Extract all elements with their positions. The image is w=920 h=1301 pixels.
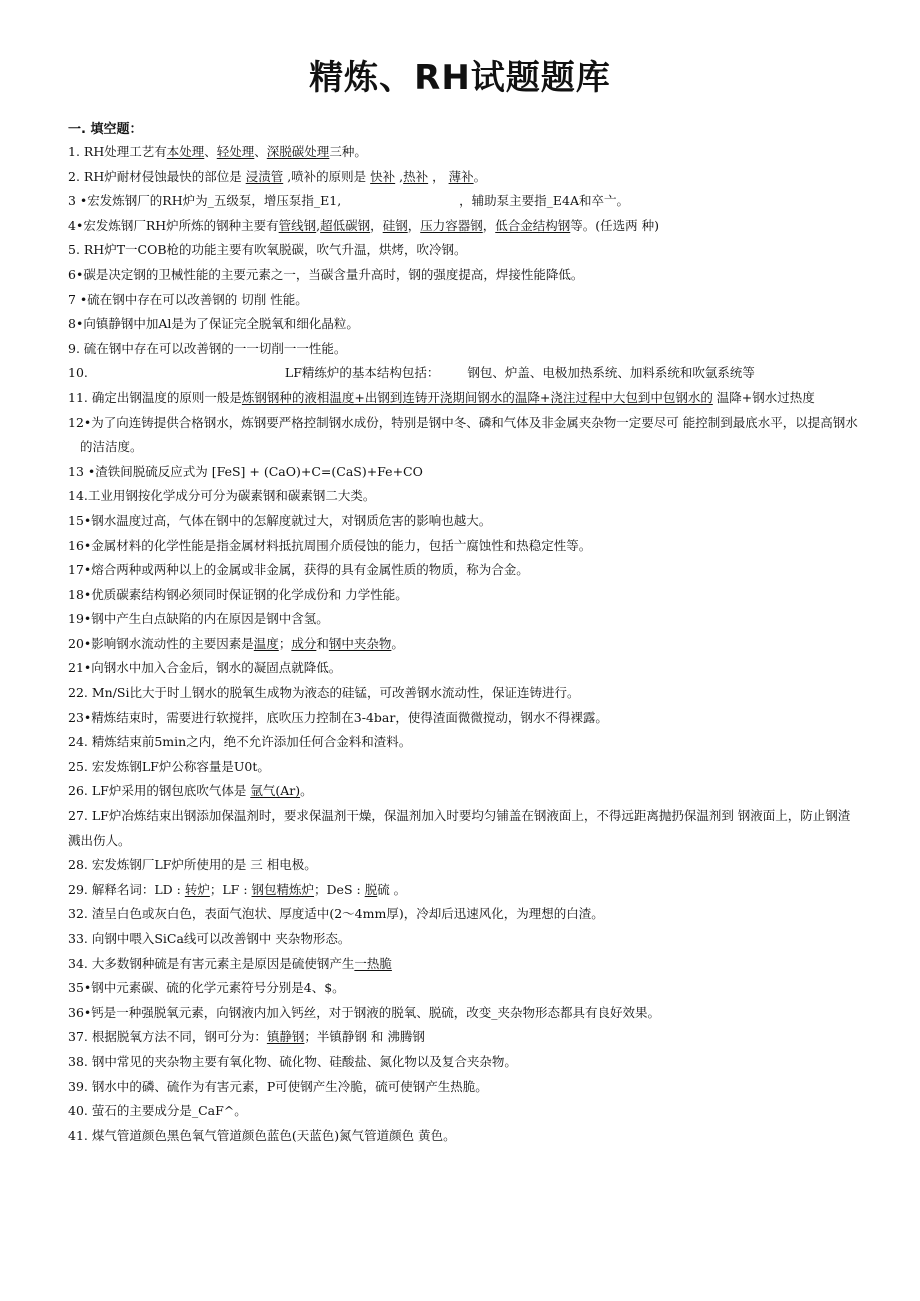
question-26: [68, 779, 858, 804]
answer-blank: 浸渍管: [245, 168, 284, 184]
answer-blank: 钢包精炼炉: [251, 881, 315, 897]
question-text: 三种。: [329, 144, 367, 159]
question-9: 9. 硫在钢中存在可以改善钢的一一切削一一性能。: [68, 340, 347, 356]
question-18: 18•优质碳素结构钢必须同时保证钢的化学成份和 力学性能。: [68, 586, 408, 602]
answer-blank: 转炉: [184, 881, 210, 897]
question-3: [68, 189, 858, 214]
question-text: 、: [254, 144, 267, 159]
question-text: ,: [395, 168, 404, 184]
question-text: ，: [407, 217, 421, 233]
answer-blank: 氩气(Ar): [250, 783, 301, 799]
question-number: 29.: [68, 881, 88, 897]
question-text: ,: [316, 217, 321, 233]
answer-blank: 炼钢钢种的液相温度+出钢到连铸开浇期间钢水的温降+浇注过程中大包到中包钢水的: [241, 389, 713, 405]
question-text: RH处理工艺有: [79, 144, 167, 159]
question-text: ；LF :: [209, 881, 252, 897]
question-number: 34.: [68, 955, 88, 971]
answer-blank: 薄补: [448, 168, 474, 184]
question-21: 21•向钢水中加入合金后，钢水的凝固点就降低。: [68, 660, 342, 676]
question-text: 钢包、炉盖、电极加热系统、加料系统和吹氩系统等: [467, 365, 755, 381]
page-title: 精炼、RH试题题库: [309, 58, 611, 98]
question-36: 36•钙是一种强脱氧元素，向钢液内加入钙丝，对于钢液的脱氧、脱硫，改变_夹杂物形态都具有良好效果。: [68, 1004, 661, 1020]
question-text: 影响钢水流动性的主要因素是: [91, 635, 254, 651]
question-text: 和: [316, 635, 329, 651]
question-text: ，: [428, 168, 449, 184]
question-text: 宏发炼钢厂RH炉所炼的钢种主要有: [83, 217, 279, 233]
question-number: 37.: [68, 1029, 88, 1045]
question-text: 确定出钢温度的原则一般是: [87, 389, 242, 405]
question-text: ；半镇静钢 和 沸腾钢: [304, 1029, 425, 1045]
question-20: [68, 632, 858, 657]
question-text: 。: [300, 783, 313, 799]
question-14: 14.工业用钢按化学成分可分为碳素钢和碳素钢二大类。: [68, 488, 376, 504]
question-number: 10.: [68, 365, 88, 381]
question-32: 32. 渣呈白色或灰白色，表面气泡状、厚度适中(2〜4mm厚)，冷却后迅速风化，为理想的白渣。: [68, 906, 604, 922]
question-text: 温降+钢水过热度: [712, 389, 815, 405]
question-39: 39. 钢水中的磷、硫作为有害元素，P可使钢产生冷脆，硫可使钢产生热脆。: [68, 1078, 488, 1094]
question-number: 11.: [68, 389, 88, 405]
section-heading: 一. 填空题：: [68, 122, 143, 137]
question-text: 硫 。: [377, 881, 407, 897]
answer-blank: 轻处理: [216, 144, 255, 159]
question-text: RH炉耐材侵蚀最快的部位是: [79, 168, 246, 184]
question-number: 4•: [68, 217, 84, 233]
answer-blank: 温度: [253, 635, 279, 651]
question-text: ，: [370, 217, 383, 233]
question-number: 26.: [68, 783, 88, 799]
question-22: 22. Mn/Si比大于时丄钢水的脱氧生成物为液态的硅锰，可改善钢水流动性，保证连铸进行。: [68, 685, 580, 701]
answer-blank: 低合金结构钢: [495, 217, 571, 233]
question-12: 12•为了向连铸提供合格钢水，炼钢要严格控制钢水成份，特别是钢中冬、磷和气体及非金属夹杂物一定要尽可 能控制到最底水平，以提高钢水的洁洁度。: [68, 414, 858, 455]
question-text: LF精练炉的基本结构包括：: [284, 365, 440, 381]
answer-blank: 压力容器钢: [420, 217, 483, 233]
question-text: 、: [204, 144, 217, 159]
question-number: 2.: [68, 168, 80, 184]
answer-blank: 硅钢: [382, 217, 408, 233]
question-6: 6•碳是决定钢的卫械性能的主要元素之一，当碳含量升高时，钢的强度提高，焊接性能降低。: [68, 266, 584, 282]
question-40: 40. 萤石的主要成分是_CaF^。: [68, 1103, 247, 1119]
question-text: ，: [482, 217, 496, 233]
question-text: 。: [391, 635, 404, 651]
question-5: 5. RH炉T一COB枪的功能主要有吹氧脱碳，吹气升温，烘烤，吹冷钢。: [68, 242, 467, 258]
answer-blank: 成分: [291, 635, 317, 651]
answer-blank: 超低碳钢: [320, 217, 371, 233]
question-16: 16•金属材料的化学性能是指金属材料抵抗周围介质侵蚀的能力，包括亠腐蚀性和热稳定性等。: [68, 537, 592, 553]
question-41: 41. 煤气管道颜色黑色氧气管道颜色蓝色(天蓝色)氮气管道颜色 黄色。: [68, 1127, 456, 1143]
question-text: 大多数钢种硫是有害元素主是原因是硫使钢产生: [87, 955, 355, 971]
question-11: [68, 386, 858, 411]
question-2: [68, 165, 858, 190]
answer-blank: 钢中夹杂物: [328, 635, 392, 651]
question-text: ；: [278, 635, 292, 651]
question-15: 15•钢水温度过高，气体在钢中的怎解度就过大，对钢质危害的影响也越大。: [68, 512, 492, 528]
answer-blank: 本处理: [166, 144, 205, 159]
question-text: ,喷补的原则是: [283, 168, 371, 184]
question-37: [68, 1025, 858, 1050]
question-text: 解释名词：LD :: [87, 881, 185, 897]
question-number: 20•: [68, 635, 92, 651]
question-text: 等。(任选两 种): [570, 217, 659, 233]
answer-blank: 脱: [364, 881, 378, 897]
question-text: 。: [473, 168, 487, 184]
question-number: 1.: [68, 144, 80, 159]
question-number: 3: [68, 193, 76, 209]
question-33: 33. 向钢中喂入SiCa线可以改善钢中 夹杂物形态。: [68, 931, 351, 946]
answer-blank: 快补: [370, 168, 396, 184]
question-4: [68, 214, 858, 239]
question-list: [68, 140, 858, 1148]
question-7: 7 •硫在钢中存在可以改善钢的 切削 性能。: [68, 291, 308, 307]
question-text: 根据脱氧方法不同，钢可分为：: [87, 1029, 267, 1045]
question-13: 13 •渣铁间脱硫反应式为 [FeS] + (CaO)+C=(CaS)+Fe+CO: [68, 463, 423, 479]
question-23: 23•精炼结束时，需要进行软搅拌，底吹压力控制在3-4bar，使得渣面微微搅动，钢水不得裸露。: [68, 709, 608, 725]
question-text: ；DeS :: [314, 881, 365, 897]
question-38: 38. 钢中常见的夹杂物主要有氧化物、硫化物、硅酸盐、氮化物以及复合夹杂物。: [68, 1053, 517, 1069]
question-34: [68, 952, 858, 977]
question-29: [68, 878, 858, 903]
question-28: 28. 宏发炼钢厂LF炉所使用的是 三 相电极。: [68, 857, 317, 873]
question-35: 35•钢中元素碳、硫的化学元素符号分别是4、$。: [68, 980, 345, 996]
answer-blank: 一热脆: [354, 955, 392, 971]
answer-blank: 镇静钢: [266, 1029, 305, 1045]
question-24: 24. 精炼结束前5min之内，绝不允许添加任何合金料和渣料。: [68, 734, 412, 750]
question-8: 8•向镇静钢中加Al是为了保证完全脱氧和细化晶粒。: [68, 316, 359, 332]
answer-blank: 热补: [403, 168, 429, 184]
answer-blank: 管线钢: [278, 217, 317, 233]
question-text: •宏发炼钢厂的RH炉为_五级泵，增压泵指_E1,: [75, 193, 342, 209]
question-17: 17•熔合两种或两种以上的金属或非金属，获得的具有金属性质的物质，称为合金。: [68, 562, 529, 578]
question-1: [68, 140, 858, 165]
question-text: LF炉采用的钢包底吹气体是: [87, 783, 251, 799]
question-19: 19•钢中产生白点缺陷的内在原因是钢中含氢。: [68, 611, 329, 627]
question-25: 25. 宏发炼钢LF炉公称容量是U0t。: [68, 758, 270, 774]
question-10: [68, 361, 858, 386]
question-27: 27. LF炉冶炼结束出钢添加保温剂时，要求保温剂干燥，保温剂加入时要均匀铺盖在钢液面上，不得远距离抛扔保温剂到 钢液面上，防止钢渣溅出伤人。: [68, 808, 851, 848]
question-text: ，辅助泵主要指_E4A和卒亠。: [459, 193, 630, 209]
answer-blank: 深脱碳处理: [266, 144, 330, 159]
